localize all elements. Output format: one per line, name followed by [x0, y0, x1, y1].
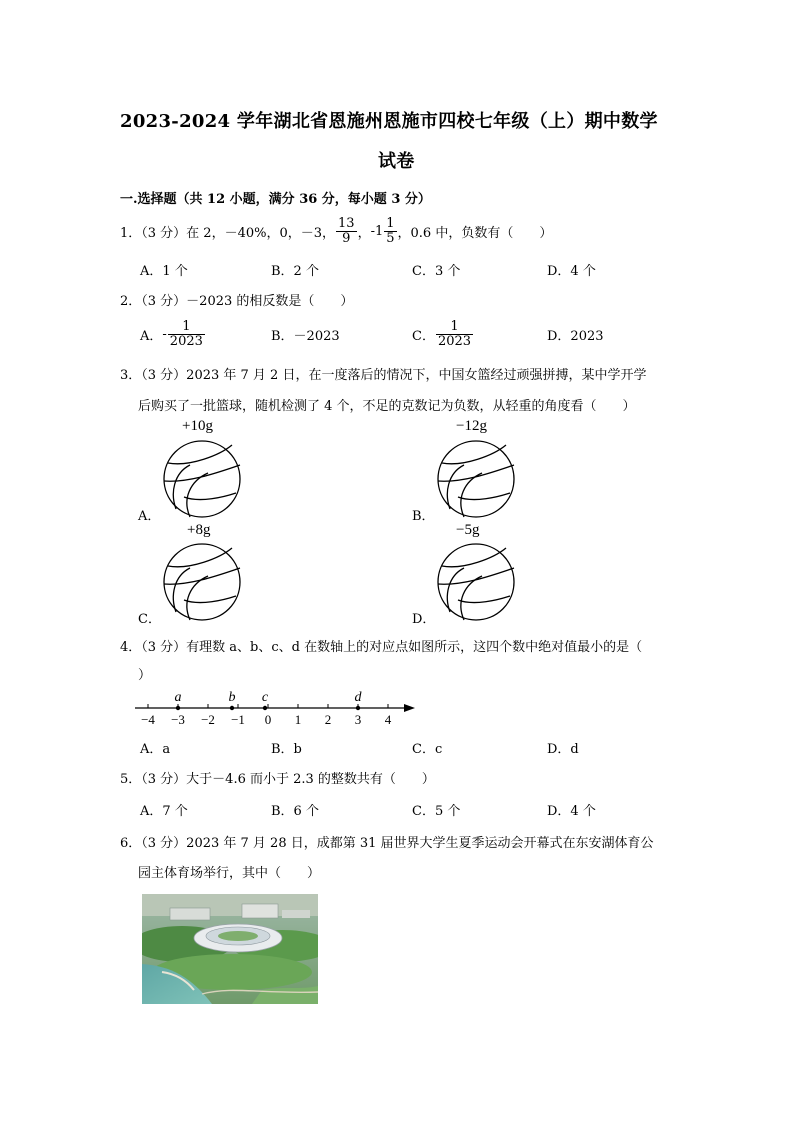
q5-option-a[interactable]: A．7 个 — [140, 804, 188, 819]
q3-option-d[interactable]: D． — [412, 612, 436, 627]
q1-option-c[interactable]: C．3 个 — [412, 264, 461, 279]
page-title-line2: 试卷 — [378, 151, 415, 172]
question-1 — [120, 214, 552, 248]
question-2: 2．（3 分）－2023 的相反数是（ ） — [120, 294, 354, 309]
q4-option-c[interactable]: C．c — [412, 742, 443, 757]
q5-option-d[interactable]: D．4 个 — [547, 804, 596, 819]
q1-option-b[interactable]: B．2 个 — [271, 264, 319, 279]
number-line-tick-label: 1 — [294, 712, 302, 727]
q4-option-b[interactable]: B．b — [271, 742, 302, 757]
number-line-point-b — [230, 706, 234, 710]
question-6-line2: 园主体育场举行，其中（ ） — [138, 866, 321, 881]
number-line-tick-label: 0 — [264, 712, 272, 727]
number-line-tick-label: 3 — [354, 712, 362, 727]
number-line-point-label-c: c — [261, 690, 269, 705]
q2-option-c[interactable]: C． $\frac{1}{2023}$ — [412, 318, 472, 349]
number-line-tick-label: −3 — [171, 712, 185, 727]
q2-option-c-fraction: $\frac{1}{2023}$ — [437, 318, 472, 349]
number-line-arrow-icon — [404, 704, 415, 712]
q1-option-d[interactable]: D．4 个 — [547, 264, 596, 279]
basketball-d-icon — [434, 540, 518, 624]
basketball-c-icon — [160, 540, 244, 624]
section-header: 一.选择题（共 12 小题，满分 36 分，每小题 3 分） — [120, 192, 431, 207]
stadium-photo — [142, 894, 318, 1004]
q1-fraction-1: $\frac{13}{9}$ — [338, 215, 355, 246]
number-line-point-label-b: b — [228, 690, 236, 705]
number-line-tick-label: −1 — [231, 712, 245, 727]
q5-option-c[interactable]: C．5 个 — [412, 804, 461, 819]
number-line-tick-label: 4 — [384, 712, 392, 727]
question-4-line1: 4．（3 分）有理数 a、b、c、d 在数轴上的对应点如图所示，这四个数中绝对值最小的是（ — [120, 640, 643, 655]
number-line-point-c — [263, 706, 267, 710]
page-title: 2023-2024 学年湖北省恩施州恩施市四校七年级（上）期中数学 — [120, 111, 658, 132]
question-3-line2: 后购买了一批篮球，随机检测了 4 个，不足的克数记为负数，从轻重的角度看（ ） — [138, 399, 636, 414]
q2-option-d[interactable]: D．2023 — [547, 329, 604, 344]
number-line-tick-label: 2 — [324, 712, 332, 727]
number-line — [130, 685, 430, 731]
q1-fraction-2: $\frac{1}{5}$ — [386, 215, 395, 246]
q3-option-c[interactable]: C． — [138, 612, 161, 627]
q1-mixed-whole: -1 — [370, 223, 384, 239]
number-line-tick-label: −4 — [141, 712, 155, 727]
q5-option-b[interactable]: B．6 个 — [271, 804, 319, 819]
question-5: 5．（3 分）大于－4.6 而小于 2.3 的整数共有（ ） — [120, 772, 435, 787]
q3-option-b[interactable]: B． — [412, 509, 435, 524]
number-line-point-d — [356, 706, 360, 710]
number-line-tick-label: −2 — [201, 712, 215, 727]
question-4-line2: ） — [138, 668, 152, 683]
q2-option-a-fraction: $\frac{1}{2023}$ — [169, 318, 203, 349]
q1-option-a[interactable]: A．1 个 — [140, 264, 188, 279]
number-line-point-label-a: a — [174, 690, 182, 705]
q4-option-d[interactable]: D．d — [547, 742, 579, 757]
ball-a-label: +10g — [182, 418, 213, 434]
q2-option-b[interactable]: B．－2023 — [271, 329, 340, 344]
ball-c-label: +8g — [187, 522, 211, 538]
q1-prefix: 1．（3 分）在 2，－40%，0，－3， — [120, 225, 336, 241]
q1-comma: ， — [357, 225, 371, 241]
basketball-a-icon — [160, 437, 244, 521]
basketball-b-icon — [434, 437, 518, 521]
ball-b-label: −12g — [456, 418, 487, 434]
q3-option-a[interactable]: A． — [138, 509, 161, 524]
number-line-point-label-d: d — [354, 690, 362, 705]
question-6-line1: 6．（3 分）2023 年 7 月 28 日，成都第 31 届世界大学生夏季运动会开幕式在东安湖体育公 — [120, 836, 654, 851]
number-line-point-a — [176, 706, 180, 710]
ball-d-label: −5g — [456, 522, 480, 538]
q2-option-a[interactable]: A． - $\frac{1}{2023}$ — [140, 318, 203, 349]
question-3-line1: 3．（3 分）2023 年 7 月 2 日，在一度落后的情况下，中国女篮经过顽强拼搏，某中学开学 — [120, 368, 647, 383]
q4-option-a[interactable]: A．a — [140, 742, 171, 757]
q1-suffix: ，0.6 中，负数有（ ） — [397, 225, 553, 241]
